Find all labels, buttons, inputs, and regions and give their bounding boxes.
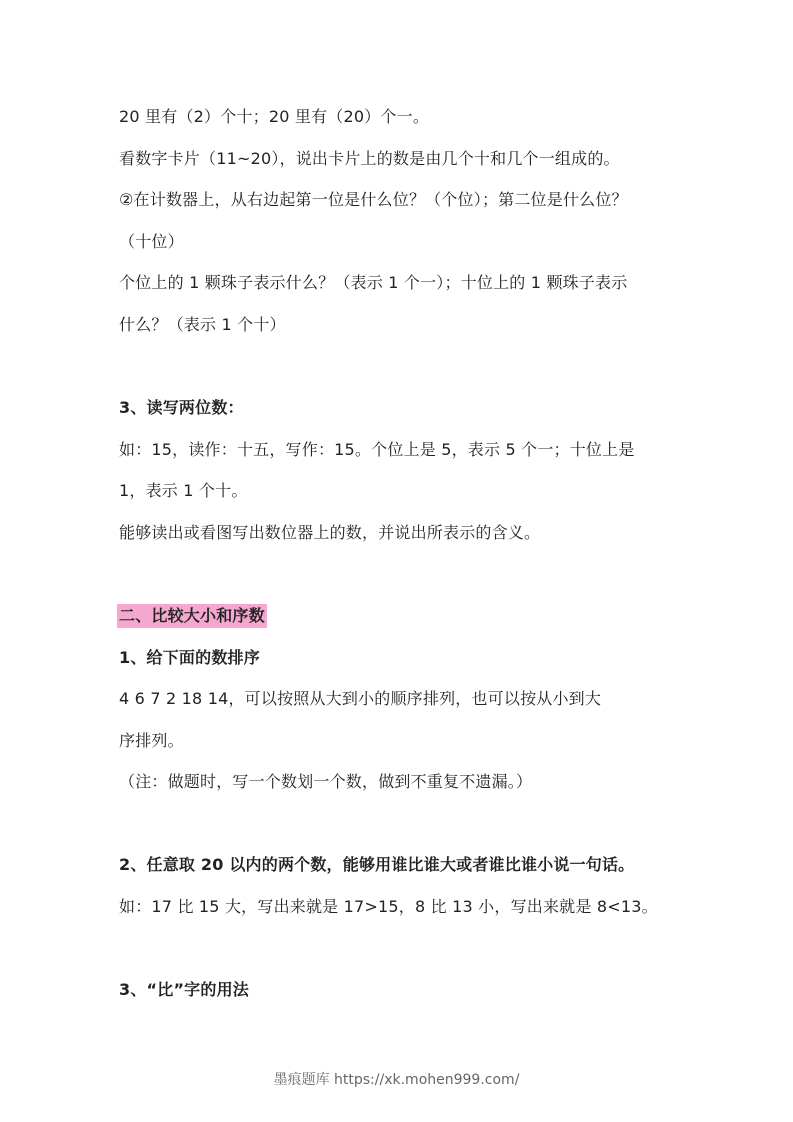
text-line: ②在计数器上，从右边起第一位是什么位？（个位）；第二位是什么位？ <box>119 190 628 209</box>
part-title <box>119 605 267 627</box>
text-line: （十位） <box>119 232 184 251</box>
text-line: 20 里有（2）个十；20 里有（20）个一。 <box>119 107 430 126</box>
text-line: 1，表示 1 个十。 <box>119 481 248 500</box>
section-heading: 2、任意取 20 以内的两个数，能够用谁比谁大或者谁比谁小说一句话。 <box>119 855 635 874</box>
text-line: 能够读出或看图写出数位器上的数，并说出所表示的含义。 <box>119 523 541 542</box>
text-line: 如：15，读作：十五，写作：15。个位上是 5，表示 5 个一；十位上是 <box>119 440 635 459</box>
section-heading: 1、给下面的数排序 <box>119 648 260 667</box>
text-line: 序排列。 <box>119 731 184 750</box>
section-heading: 3、读写两位数： <box>119 398 244 417</box>
text-line: 个位上的 1 颗珠子表示什么？（表示 1 个一）；十位上的 1 颗珠子表示 <box>119 273 628 292</box>
section-heading: 3、“比”字的用法 <box>119 980 249 999</box>
text-line: 4 6 7 2 18 14，可以按照从大到小的顺序排列，也可以按从小到大 <box>119 689 602 708</box>
text-line: 看数字卡片（11~20），说出卡片上的数是由几个十和几个一组成的。 <box>119 149 620 168</box>
footer-watermark: 墨痕题库 https://xk.mohen999.com/ <box>273 1072 520 1088</box>
part-title-highlight: 二、比较大小和序数 <box>117 604 267 628</box>
text-line: 什么？（表示 1 个十） <box>119 315 286 334</box>
text-line: 如：17 比 15 大，写出来就是 17>15，8 比 13 小，写出来就是 8<13。 <box>119 897 658 916</box>
text-line: （注：做题时，写一个数划一个数，做到不重复不遗漏。） <box>119 772 533 791</box>
